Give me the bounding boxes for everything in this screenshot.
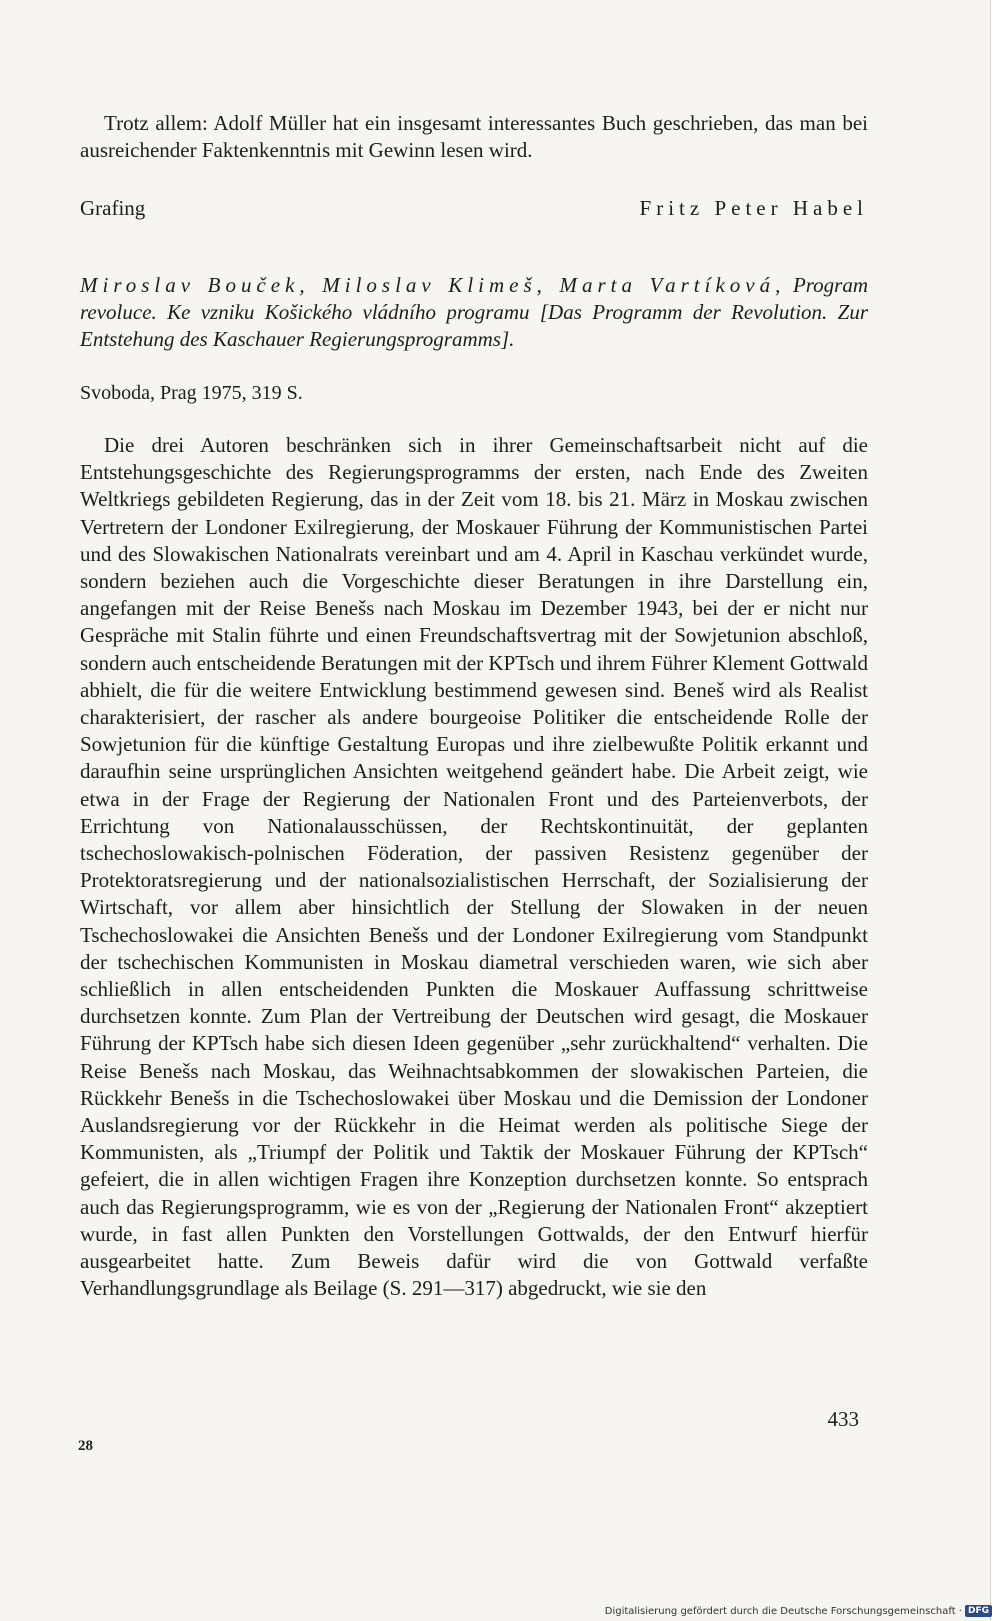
signature-author: Fritz Peter Habel <box>639 196 868 220</box>
sheet-number: 28 <box>78 1438 93 1454</box>
dfg-logo: DFG <box>965 1605 992 1617</box>
intro-block <box>80 110 868 164</box>
signature-line <box>80 196 868 224</box>
review-title: Program revoluce. Ke vzniku Košického vládního programu [Das Programm der Revolution. Zur Entstehung des Kaschauer Regierungsprogramms]. <box>80 273 868 352</box>
review-body: Die drei Autoren beschränken sich in ihrer Gemeinschaftsarbeit nicht auf die Entstehungsgeschichte des Regierungsprogramms der ersten, nach Ende des Zweiten Weltkriegs gebildeten Regierung, das in der Zeit vom 18. bis 21. März in Moskau zwischen Vertretern der Londoner Exilregierung, der Moskauer Führung der Kommunistischen Partei und des Slowakischen Nationalrats vereinbart und am 4. April in Kaschau verkündet wurde, sondern beziehen auch die Vorgeschichte dieser Beratungen in ihre Darstellung ein, angefangen mit der Reise Benešs nach Moskau im Dezember 1943, bei der er nicht nur Gespräche mit Stalin führte und einen Freundschaftsvertrag mit der Sowjetunion abschloß, sondern auch entscheidende Beratungen mit der KPTsch und ihrem Führer Klement Gottwald abhielt, die für die weitere Entwicklung bestimmend gewesen sind. Beneš wird als Realist charakterisiert, der rascher als andere bourgeoise Politiker die entscheidende Rolle der Sowjetunion für die künftige Gestaltung Europas und ihre zielbewußte Politik erkannt und daraufhin seine ursprünglichen Ansichten weitgehend geändert habe. Die Arbeit zeigt, wie etwa in der Frage der Regierung der Nationalen Front und des Parteienverbots, der Errichtung von Nationalausschüssen, der Rechtskontinuität, der geplanten tschechoslowakisch-polnischen Föderation, der passiven Resistenz gegenüber der Protektoratsregierung und der nationalsozialistischen Herrschaft, der Sozialisierung der Wirtschaft, vor allem aber hinsichtlich der Stellung der Slowaken in der neuen Tschechoslowakei die Ansichten Benešs und der Londoner Exilregierung vom Standpunkt der tschechischen Kommunisten in Moskau diametral verschieden waren, wie sich aber schließlich in allen entscheidenden Punkten die Moskauer Auffassung schrittweise durchsetzen konnte. Zum Plan der Vertreibung der Deutschen wird gesagt, die Moskauer Führung der KPTsch habe sich diesen Ideen gegenüber „sehr zurückhaltend“ verhalten. Die Reise Benešs nach Moskau, das Weihnachtsabkommen der slowakischen Parteien, die Rückkehr Benešs in die Tschechoslowakei über Moskau und die Demission der Londoner Auslandsregierung vor der Rückkehr in die Heimat werden als politische Siege der Kommunisten, als „Triumpf der Politik und Taktik der Moskauer Führung der KPTsch“ gefeiert, die in allen wichtigen Fragen ihre Konzeption durchsetzen konnte. So entsprach auch das Regierungsprogramm, wie es von der „Regierung der Nationalen Front“ akzeptiert wurde, in fast allen Punkten den Vorstellungen Gottwalds, der den Entwurf hierfür ausgearbeitet hatte. Zum Beweis dafür wird die von Gottwald verfaßte Verhandlungsgrundlage als Beilage (S. 291—317) abgedruckt, wie sie den <box>80 433 868 1301</box>
digitization-footer <box>605 1605 992 1617</box>
review-authors: Miroslav Bouček, Miloslav Klimeš, Marta Vartíková, <box>80 273 786 297</box>
footer-text: Digitalisierung gefördert durch die Deutsche Forschungsgemeinschaft · <box>604 1605 962 1617</box>
review-header <box>80 272 868 354</box>
signature-place: Grafing <box>80 196 146 220</box>
review-publication: Svoboda, Prag 1975, 319 S. <box>80 382 303 404</box>
intro-paragraph: Trotz allem: Adolf Müller hat ein insgesamt interessantes Buch geschrieben, das man bei ausreichender Faktenkenntnis mit Gewinn lesen wird. <box>80 111 868 163</box>
review-citation <box>80 272 868 354</box>
page-number: 433 <box>827 1407 859 1431</box>
review-body-block <box>80 432 868 1303</box>
